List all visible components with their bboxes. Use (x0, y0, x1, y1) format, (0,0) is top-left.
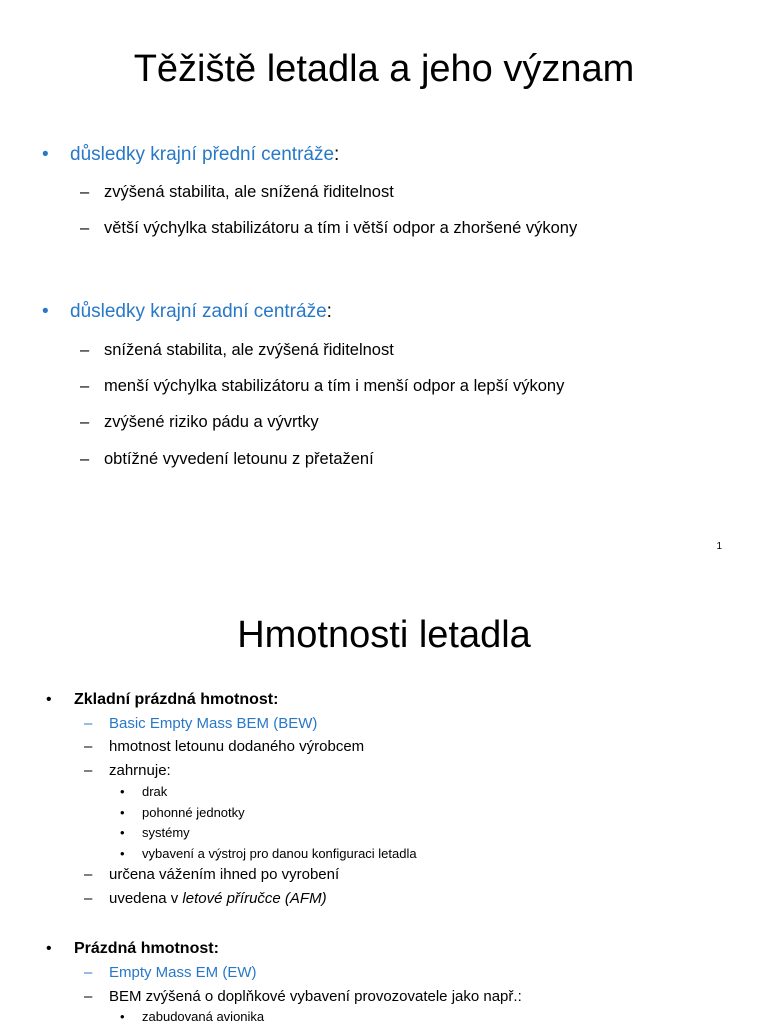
list-item-text: menší výchylka stabilizátoru a tím i menší odpor a lepší výkony (104, 377, 565, 395)
sub-list-item (120, 783, 167, 801)
list-item-text: uvedena v (109, 890, 183, 907)
bullet-suffix: : (334, 144, 340, 165)
dash-icon: – (80, 377, 90, 395)
section-heading-text: Zkladní prázdná hmotnost: (74, 691, 279, 708)
slide-2 (0, 570, 768, 1024)
dash-icon: – (84, 890, 93, 907)
section-heading-text: Prázdná hmotnost: (74, 940, 219, 957)
bullet-suffix: : (326, 301, 332, 322)
section-heading-basic-empty-mass (46, 690, 278, 710)
sub-list-item (120, 845, 417, 863)
list-item-text: snížená stabilita, ale zvýšená řiditelnost (104, 341, 394, 359)
list-item-text: větší výchylka stabilizátoru a tím i větší odpor a zhoršené výkony (104, 219, 578, 237)
list-item-text: hmotnost letounu dodaného výrobcem (109, 738, 365, 755)
sub-list-item (120, 804, 245, 822)
sub-list-item-text: drak (142, 784, 168, 799)
list-item (80, 181, 394, 203)
sub-list-item-text: zabudovaná avionika (142, 1009, 265, 1024)
list-item-text: Empty Mass EM (EW) (109, 964, 257, 981)
list-item-text: zvýšené riziko pádu a vývrtky (104, 413, 319, 431)
dash-icon: – (80, 413, 90, 431)
list-item (84, 963, 257, 983)
bullet-icon: • (120, 805, 125, 820)
page-number: 1 (716, 541, 722, 552)
bullet-rear-cg (42, 300, 332, 324)
list-item-text: obtížné vyvedení letounu z přetažení (104, 450, 374, 468)
sub-list-item (120, 824, 190, 842)
list-item (84, 737, 364, 757)
bullet-icon: • (120, 825, 125, 840)
list-item-text: zahrnuje: (109, 762, 171, 779)
dash-icon: – (84, 988, 93, 1005)
list-item (84, 865, 339, 885)
list-item-text: určena vážením ihned po vyrobení (109, 866, 340, 883)
dash-icon: – (84, 762, 93, 779)
dash-icon: – (80, 450, 90, 468)
dash-icon: – (80, 341, 90, 359)
list-item (80, 375, 564, 397)
list-item-text: zvýšená stabilita, ale snížená řiditelnost (104, 183, 394, 201)
list-item (84, 889, 327, 909)
bullet-icon: • (42, 301, 49, 322)
bullet-icon: • (46, 940, 52, 957)
afm-reference: letové příručce (AFM) (182, 890, 327, 907)
list-item (80, 339, 394, 361)
sub-list-item-text: pohonné jednotky (142, 805, 245, 820)
list-item (80, 448, 374, 470)
bullet-icon: • (120, 846, 125, 861)
bullet-front-cg (42, 143, 339, 167)
list-item (84, 761, 171, 781)
dash-icon: – (84, 866, 93, 883)
dash-icon: – (80, 183, 90, 201)
list-item (84, 987, 522, 1007)
sub-list-item (120, 1008, 264, 1026)
bullet-icon: • (42, 144, 49, 165)
list-item (84, 714, 317, 734)
bullet-icon: • (120, 784, 125, 799)
slide-title: Těžiště letadla a jeho význam (133, 48, 635, 90)
dash-icon: – (84, 715, 93, 732)
bullet-link-text: důsledky krajní zadní centráže (70, 301, 327, 322)
dash-icon: – (84, 964, 93, 981)
dash-icon: – (84, 738, 93, 755)
list-item (80, 411, 319, 433)
sub-list-item-text: systémy (142, 825, 190, 840)
section-heading-empty-mass (46, 939, 219, 959)
slide-title: Hmotnosti letadla (237, 614, 531, 656)
dash-icon: – (80, 219, 90, 237)
sub-list-item-text: vybavení a výstroj pro danou konfiguraci letadla (142, 846, 417, 861)
bullet-icon: • (120, 1009, 125, 1024)
bullet-link-text: důsledky krajní přední centráže (70, 144, 335, 165)
list-item-text: Basic Empty Mass BEM (BEW) (109, 715, 318, 732)
bullet-icon: • (46, 691, 52, 708)
list-item (80, 217, 577, 239)
list-item-text: BEM zvýšená o doplňkové vybavení provozovatele jako např.: (109, 988, 522, 1005)
